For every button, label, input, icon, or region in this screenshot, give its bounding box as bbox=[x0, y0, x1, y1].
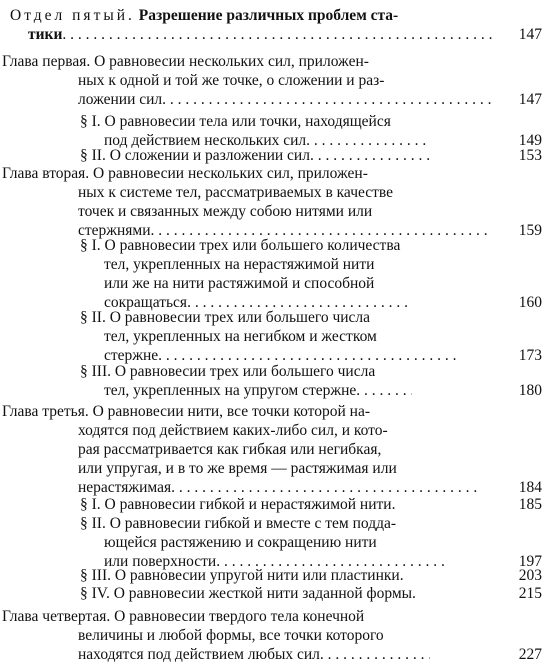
entry-line: находятся под действием любых сил bbox=[78, 646, 320, 663]
page-number: 173 bbox=[518, 347, 542, 364]
page-number: 203 bbox=[518, 567, 542, 584]
dot-leader bbox=[62, 25, 492, 44]
entry-line: § I. О равновесии гибкой и нерастяжимой нити bbox=[80, 496, 392, 513]
entry-line: величины и любой формы, все точки которого bbox=[78, 627, 384, 644]
entry-line: § II. О равновесии трех или большего числа bbox=[80, 309, 371, 326]
page-number: 159 bbox=[518, 222, 542, 239]
part-title-cont: тики bbox=[28, 26, 63, 43]
entry-line: Глава вторая. О равновесии нескольких сил, приложен- bbox=[2, 165, 368, 182]
toc-entry-ch4 bbox=[2, 607, 542, 664]
dot-leader bbox=[162, 90, 492, 109]
entry-line: или поверхности bbox=[104, 553, 217, 570]
toc-entry-ch2 bbox=[2, 164, 542, 240]
toc-entry-ch1 bbox=[2, 52, 542, 109]
toc-entry-ch2-s3 bbox=[80, 362, 542, 400]
entry-line: § III. О равновесии трех или большего числа bbox=[80, 363, 376, 380]
toc-entry-ch3-s2 bbox=[80, 514, 542, 571]
toc-entry-ch3-s1 bbox=[80, 495, 542, 514]
page-number: 227 bbox=[518, 646, 542, 663]
toc-entry-ch2-s2 bbox=[80, 308, 542, 365]
toc-entry-part5 bbox=[10, 6, 542, 44]
entry-line: Глава третья. О равновесии нити, все точки которой на- bbox=[2, 403, 370, 420]
entry-line: стержне bbox=[104, 347, 159, 364]
toc-entry-ch1-s2 bbox=[80, 146, 542, 165]
page-number: 197 bbox=[518, 553, 542, 570]
entry-line: § IV. О равновесии жесткой нити заданной формы. bbox=[80, 585, 416, 602]
page-number: 184 bbox=[518, 479, 542, 496]
toc-entry-ch2-s1 bbox=[80, 236, 542, 312]
page-number: 147 bbox=[518, 91, 542, 108]
part-title: Разрешение различных проблем ста- bbox=[138, 7, 399, 24]
dot-leader bbox=[356, 381, 412, 400]
entry-line: точек и связанных между собою нитями или bbox=[78, 203, 373, 220]
entry-line: рая рассматривается как гибкая или негибкая, bbox=[78, 441, 382, 458]
entry-line: ложении сил bbox=[78, 91, 163, 108]
entry-line: стержнями bbox=[78, 222, 151, 239]
entry-line: § I. О равновесии трех или большего количества bbox=[80, 237, 401, 254]
entry-line: Глава четвертая. О равновесии твердого тела конечной bbox=[2, 608, 365, 625]
page-number: 147 bbox=[518, 26, 542, 43]
page-number: 149 bbox=[518, 132, 542, 149]
entry-line: § II. О сложении и разложении сил bbox=[80, 147, 310, 164]
entry-line: или упругая, и в то же время — растяжимая или bbox=[78, 460, 397, 477]
entry-line: или же на нити растяжимой и способной bbox=[104, 275, 375, 292]
entry-line: Глава первая. О равновесии нескольких сил, приложен- bbox=[2, 53, 369, 70]
toc-entry-ch3 bbox=[2, 402, 542, 497]
entry-line: сокращаться bbox=[104, 294, 188, 311]
toc-entry-ch3-s3 bbox=[80, 566, 542, 585]
entry-line: под действием нескольких сил bbox=[104, 132, 307, 149]
entry-line: § III. О равновесии упругой нити или пластинки. bbox=[80, 567, 404, 584]
entry-line: ных к одной и той же точке, о сложении и раз- bbox=[78, 72, 385, 89]
entry-line: тел, укрепленных на упругом стержне bbox=[104, 382, 357, 399]
entry-line: § II. О равновесии гибкой и вместе с тем подда- bbox=[80, 515, 397, 532]
page-number: 160 bbox=[518, 294, 542, 311]
entry-line: тел, укрепленных на негибком и жестком bbox=[104, 328, 377, 345]
page-number: 153 bbox=[518, 147, 542, 164]
dot-leader bbox=[392, 495, 400, 514]
part-label: Отдел пятый. bbox=[10, 7, 135, 24]
dot-leader bbox=[310, 146, 430, 165]
entry-line: нерастяжимая bbox=[78, 479, 172, 496]
entry-line: ходятся под действием каких-либо сил, и кото- bbox=[78, 422, 388, 439]
entry-line: ющейся растяжению и сокращению нити bbox=[104, 534, 377, 551]
page-number: 185 bbox=[518, 496, 542, 513]
entry-line: тел, укрепленных на нерастяжимой нити bbox=[104, 256, 375, 273]
toc-entry-ch1-s1 bbox=[80, 112, 542, 150]
dot-leader bbox=[320, 645, 430, 664]
entry-line: ных к системе тел, рассматриваемых в качестве bbox=[78, 184, 394, 201]
entry-line: § I. О равновесии тела или точки, находящейся bbox=[80, 113, 391, 130]
toc-entry-ch3-s4 bbox=[80, 584, 542, 603]
page-number: 215 bbox=[518, 585, 542, 602]
page-number: 180 bbox=[518, 382, 542, 399]
